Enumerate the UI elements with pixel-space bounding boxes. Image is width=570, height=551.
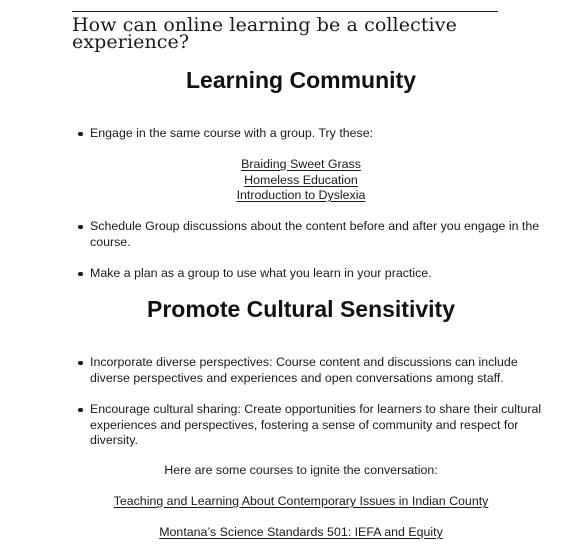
bullet-engage: Engage in the same course with a group. Try these: (90, 126, 560, 142)
course-link-braiding-sweet-grass[interactable]: Braiding Sweet Grass (241, 157, 361, 171)
bullet-diverse-perspectives: Incorporate diverse perspectives: Course content and discussions can include diverse perspectives and experiences and open conversations among staff. (90, 355, 560, 386)
course-link-montana-science-standards[interactable]: Montana’s Science Standards 501: IEFA and Equity (159, 525, 443, 539)
bullet-make-plan: Make a plan as a group to use what you learn in your practice. (90, 266, 560, 282)
link-wrapper-montana (0, 525, 570, 541)
top-divider (72, 11, 498, 12)
courses-intro-text: Here are some courses to ignite the conversation: (164, 463, 438, 477)
bullet-schedule-discussions: Schedule Group discussions about the content before and after you engage in the course. (90, 219, 560, 250)
section-heading-cultural-sensitivity: Promote Cultural Sensitivity (146, 296, 455, 322)
question-heading: How can online learning be a collective experience? (72, 14, 457, 53)
course-link-introduction-to-dyslexia[interactable]: Introduction to Dyslexia (236, 188, 366, 202)
bullet-cultural-sharing: Encourage cultural sharing: Create opportunities for learners to share their cultural experiences and perspectives, fostering a sense of community and respect for diversity. (90, 402, 560, 449)
course-link-teaching-contemporary-issues[interactable]: Teaching and Learning About Contemporary Issues in Indian County (113, 494, 489, 508)
section-heading-learning-community: Learning Community (185, 67, 416, 93)
learning-community-list-top (72, 126, 560, 142)
course-link-homeless-education[interactable]: Homeless Education (244, 172, 358, 187)
cultural-sensitivity-list (72, 355, 560, 449)
link-wrapper-teaching (0, 494, 570, 510)
learning-community-list-bottom (72, 219, 560, 282)
course-links-list (196, 157, 406, 204)
